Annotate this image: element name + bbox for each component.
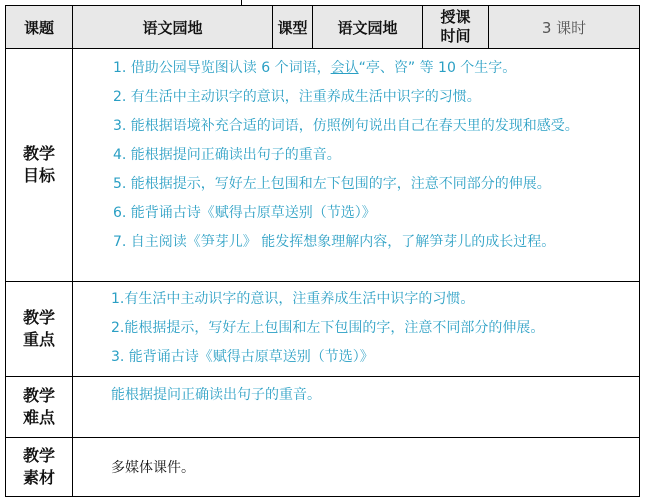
type-label: 课型 [273, 6, 313, 49]
goal-item: 5. 能根据提示，写好左上包围和左下包围的字，注意不同部分的伸展。 [113, 176, 551, 192]
goal-item: 3. 能根据语境补充合适的词语，仿照例句说出自己在春天里的发现和感受。 [113, 118, 579, 134]
lesson-plan-table [5, 5, 640, 497]
goal-item-text: 1. 借助公园导览图认读 6 个词语， [113, 60, 331, 76]
goals-label-line1: 教学 [22, 144, 55, 163]
difficulty-row [6, 377, 640, 438]
keypoints-label [6, 282, 73, 377]
materials-label-line2: 素材 [22, 468, 55, 487]
materials-content [73, 438, 640, 497]
difficulty-label [6, 377, 73, 438]
materials-text: 多媒体课件。 [111, 460, 195, 476]
goal-item: 6. 能背诵古诗《赋得古原草送别（节选）》 [113, 205, 376, 221]
difficulty-label-line1: 教学 [22, 386, 55, 405]
keypoints-content [73, 282, 640, 377]
hours-value: 3 课时 [489, 6, 640, 49]
goal-item: 4. 能根据提问正确读出句子的重音。 [113, 147, 341, 163]
goals-label-line2: 目标 [22, 166, 55, 185]
keypoint-item: 1.有生活中主动识字的意识，注重养成生活中识字的习惯。 [111, 291, 475, 307]
goal-item: 2. 有生活中主动识字的意识，注重养成生活中识字的习惯。 [113, 89, 481, 105]
goal-item-underlined: 会认 [330, 60, 359, 76]
hours-label-line2: 时间 [440, 27, 471, 45]
difficulty-content [73, 377, 640, 438]
hours-label [423, 6, 489, 49]
goals-list [73, 49, 639, 261]
materials-row [6, 438, 640, 497]
difficulty-text: 能根据提问正确读出句子的重音。 [111, 387, 321, 403]
goal-item: 7. 自主阅读《笋芽儿》 能发挥想象理解内容，了解笋芽儿的成长过程。 [113, 234, 556, 250]
keypoint-item: 2.能根据提示，写好左上包围和左下包围的字，注意不同部分的伸展。 [111, 320, 545, 336]
keypoints-list [73, 282, 639, 376]
materials-label-line1: 教学 [22, 446, 55, 465]
topic-label: 课题 [6, 6, 73, 49]
difficulty-label-line2: 难点 [22, 408, 55, 427]
header-row [6, 6, 640, 49]
hours-label-line1: 授课 [440, 8, 471, 26]
goal-item [113, 58, 639, 87]
keypoints-row [6, 282, 640, 377]
goals-content [73, 49, 640, 282]
keypoints-label-line1: 教学 [22, 308, 55, 327]
type-value: 语文园地 [313, 6, 423, 49]
keypoints-label-line2: 重点 [22, 330, 55, 349]
materials-label [6, 438, 73, 497]
topic-value: 语文园地 [73, 6, 273, 49]
goals-row [6, 49, 640, 282]
goals-label [6, 49, 73, 282]
keypoint-item: 3. 能背诵古诗《赋得古原草送别（节选）》 [111, 349, 374, 365]
goal-item-text-after: “亭、咨” 等 10 个生字。 [358, 60, 517, 76]
